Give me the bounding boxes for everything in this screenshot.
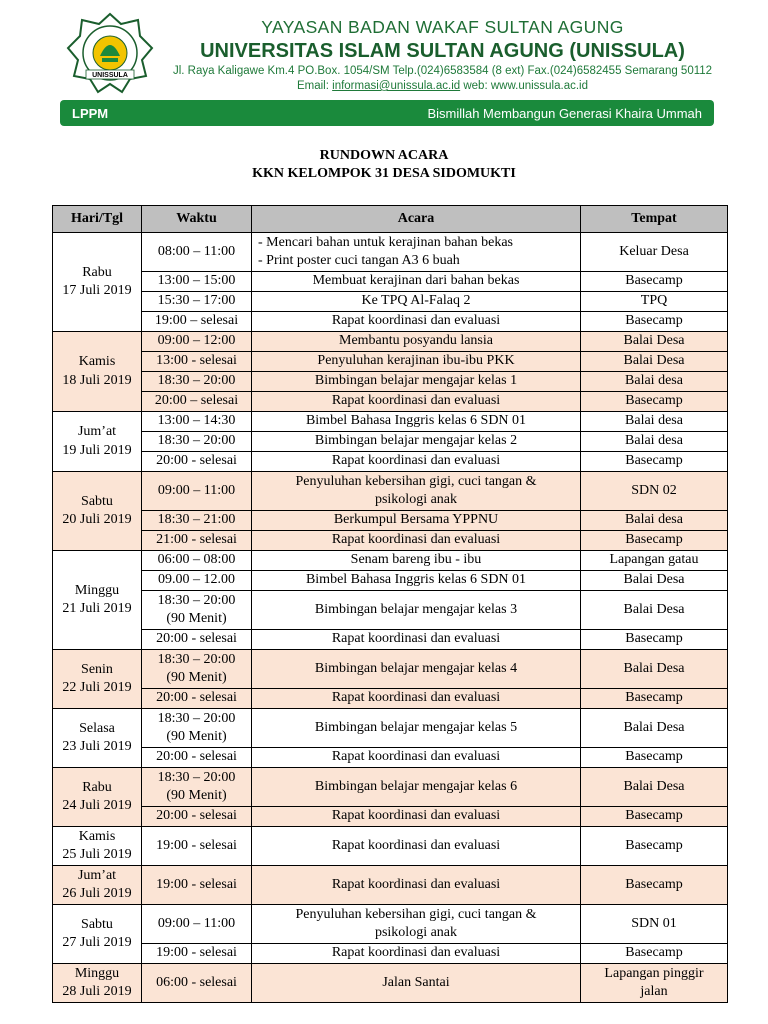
- place-cell: [581, 807, 728, 827]
- time-cell: [142, 709, 252, 748]
- cell-line: Ke TPQ Al-Falaq 2: [361, 293, 471, 309]
- time-cell: [142, 650, 252, 689]
- cell-line: 13:00 - selesai: [156, 353, 237, 369]
- cell-line: Bimbingan belajar mengajar kelas 5: [314, 719, 518, 735]
- place-cell: [581, 332, 728, 352]
- activity-cell: [252, 709, 581, 748]
- day-date: 28 Juli 2019: [62, 984, 132, 999]
- activity-cell: [252, 352, 581, 372]
- time-cell: [142, 551, 252, 571]
- place-cell: [581, 531, 728, 551]
- place-cell: [581, 591, 728, 630]
- place-cell: [581, 292, 728, 312]
- activity-cell: [252, 591, 581, 630]
- place-cell: [581, 689, 728, 709]
- day-name: Kamis: [78, 828, 116, 844]
- day-cell: [53, 650, 142, 709]
- table-row: [53, 807, 728, 827]
- activity-cell: [252, 372, 581, 392]
- day-cell: [53, 551, 142, 650]
- day-cell: [53, 768, 142, 827]
- cell-line: 18:30 – 21:00: [157, 512, 236, 528]
- cell-line: Lapangan pinggir: [604, 965, 704, 981]
- time-cell: [142, 531, 252, 551]
- logo-name: UNISSULA: [92, 72, 128, 79]
- cell-line: Basecamp: [625, 837, 683, 853]
- cell-line: (90 Menit): [166, 670, 227, 685]
- activity-cell: [252, 452, 581, 472]
- cell-line: Bimbingan belajar mengajar kelas 4: [314, 660, 518, 676]
- cell-line: Membantu posyandu lansia: [339, 333, 493, 349]
- place-cell: [581, 866, 728, 905]
- table-row: [53, 630, 728, 650]
- day-date: 25 Juli 2019: [62, 847, 132, 862]
- activity-cell: [252, 272, 581, 292]
- time-cell: [142, 964, 252, 1003]
- cell-line: 08:00 – 11:00: [157, 243, 236, 259]
- day-name: Jum’at: [77, 867, 117, 883]
- header-time: Waktu: [142, 206, 252, 233]
- email-link[interactable]: informasi@unissula.ac.id: [332, 80, 461, 92]
- cell-line: 18:30 – 20:00: [157, 651, 236, 667]
- cell-line: Bimbingan belajar mengajar kelas 3: [314, 601, 518, 617]
- cell-line: psikologi anak: [374, 925, 458, 940]
- activity-cell: [252, 412, 581, 432]
- cell-line: (90 Menit): [166, 611, 227, 626]
- day-cell: [53, 827, 142, 866]
- table-row: [53, 827, 728, 866]
- day-date: 17 Juli 2019: [62, 283, 132, 298]
- table-row: [53, 452, 728, 472]
- cell-line: SDN 01: [631, 915, 677, 931]
- time-cell: [142, 827, 252, 866]
- cell-line: Rapat koordinasi dan evaluasi: [331, 749, 501, 765]
- website-text: web: www.unissula.ac.id: [460, 80, 588, 92]
- time-cell: [142, 748, 252, 768]
- rundown-table: [52, 205, 728, 1003]
- cell-line: Basecamp: [625, 631, 683, 647]
- banner-unit: LPPM: [72, 105, 109, 121]
- foundation-name: YAYASAN BADAN WAKAF SULTAN AGUNG: [261, 17, 624, 37]
- table-row: [53, 233, 728, 272]
- activity-cell: [252, 650, 581, 689]
- table-row: [53, 432, 728, 452]
- cell-line: Basecamp: [625, 273, 683, 289]
- day-name: Kamis: [78, 354, 116, 369]
- cell-line: Keluar Desa: [619, 243, 689, 259]
- time-cell: [142, 905, 252, 944]
- day-name: Selasa: [79, 720, 115, 736]
- cell-line: Basecamp: [625, 393, 683, 409]
- header-day: Hari/Tgl: [53, 206, 142, 233]
- activity-cell: [252, 432, 581, 452]
- cell-line: 20:00 – selesai: [154, 393, 239, 409]
- letterhead: [0, 0, 768, 100]
- time-cell: [142, 233, 252, 272]
- day-cell: [53, 866, 142, 905]
- rundown-body: [53, 233, 728, 1003]
- table-row: [53, 591, 728, 630]
- time-cell: [142, 689, 252, 709]
- table-header-row: [53, 206, 728, 233]
- cell-line: 18:30 – 20:00: [157, 373, 236, 389]
- title-line-2: KKN KELOMPOK 31 DESA SIDOMUKTI: [252, 166, 516, 181]
- contact-line: [160, 79, 725, 94]
- place-cell: [581, 452, 728, 472]
- cell-line: Balai desa: [625, 413, 683, 429]
- cell-line: 20:00 - selesai: [156, 749, 237, 765]
- time-cell: [142, 511, 252, 531]
- cell-line: 20:00 - selesai: [156, 808, 237, 824]
- cell-line: (90 Menit): [166, 788, 227, 803]
- time-cell: [142, 392, 252, 412]
- address-line: Jl. Raya Kaligawe Km.4 PO.Box. 1054/SM Telp.(024)6583584 (8 ext) Fax.(024)6582455 Semarang 50112: [172, 65, 713, 77]
- cell-line: 06:00 - selesai: [156, 974, 237, 990]
- cell-line: Basecamp: [625, 532, 683, 548]
- cell-line: Basecamp: [625, 690, 683, 706]
- place-cell: [581, 233, 728, 272]
- day-name: Minggu: [74, 582, 120, 598]
- activity-cell: [252, 551, 581, 571]
- time-cell: [142, 571, 252, 591]
- cell-line: 18:30 – 20:00: [157, 769, 236, 785]
- cell-line: Senam bareng ibu - ibu: [350, 552, 482, 568]
- cell-line: Balai desa: [625, 373, 683, 389]
- cell-line: Bimbingan belajar mengajar kelas 2: [314, 433, 518, 449]
- table-row: [53, 312, 728, 332]
- place-cell: [581, 432, 728, 452]
- cell-line: Penyuluhan kebersihan gigi, cuci tangan &: [295, 473, 537, 489]
- cell-line: 15:30 – 17:00: [157, 293, 236, 309]
- place-cell: [581, 472, 728, 511]
- cell-line: Rapat koordinasi dan evaluasi: [331, 808, 501, 824]
- day-cell: [53, 709, 142, 768]
- place-cell: [581, 905, 728, 944]
- cell-line: Balai desa: [625, 512, 683, 528]
- time-cell: [142, 944, 252, 964]
- cell-line: Berkumpul Bersama YPPNU: [333, 512, 499, 528]
- day-date: 26 Juli 2019: [62, 886, 132, 901]
- contact-prefix: Email:: [296, 80, 333, 92]
- cell-line: 18:30 – 20:00: [157, 592, 236, 608]
- cell-line: 20:00 - selesai: [156, 690, 237, 706]
- day-cell: [53, 964, 142, 1003]
- day-name: Rabu: [82, 779, 112, 795]
- activity-cell: [252, 511, 581, 531]
- activity-cell: [252, 944, 581, 964]
- cell-line: psikologi anak: [374, 492, 458, 507]
- cell-line: jalan: [640, 984, 668, 999]
- cell-line: Balai desa: [625, 433, 683, 449]
- day-date: 18 Juli 2019: [62, 372, 132, 388]
- table-row: [53, 472, 728, 511]
- time-cell: [142, 332, 252, 352]
- cell-line: - Print poster cuci tangan A3 6 buah: [258, 253, 460, 268]
- day-date: 24 Juli 2019: [62, 798, 132, 813]
- time-cell: [142, 630, 252, 650]
- cell-line: Balai Desa: [623, 719, 685, 735]
- activity-cell: [252, 292, 581, 312]
- cell-line: (90 Menit): [166, 729, 227, 744]
- cell-line: 18:30 – 20:00: [157, 433, 236, 449]
- cell-line: Balai Desa: [623, 572, 685, 588]
- table-row: [53, 964, 728, 1003]
- activity-cell: [252, 531, 581, 551]
- activity-cell: [252, 964, 581, 1003]
- place-cell: [581, 392, 728, 412]
- cell-line: Rapat koordinasi dan evaluasi: [331, 393, 501, 409]
- cell-line: Balai Desa: [623, 333, 685, 349]
- table-row: [53, 650, 728, 689]
- time-cell: [142, 591, 252, 630]
- table-row: [53, 944, 728, 964]
- table-row: [53, 866, 728, 905]
- day-cell: [53, 412, 142, 472]
- cell-line: Bimbingan belajar mengajar kelas 1: [314, 373, 518, 389]
- cell-line: Rapat koordinasi dan evaluasi: [331, 313, 501, 329]
- cell-line: Bimbel Bahasa Inggris kelas 6 SDN 01: [305, 413, 527, 429]
- activity-cell: [252, 233, 581, 272]
- cell-line: 06:00 – 08:00: [157, 552, 236, 568]
- place-cell: [581, 352, 728, 372]
- time-cell: [142, 768, 252, 807]
- cell-line: 09:00 – 12:00: [157, 333, 236, 349]
- cell-line: Lapangan gatau: [609, 552, 699, 568]
- time-cell: [142, 807, 252, 827]
- time-cell: [142, 412, 252, 432]
- cell-line: 20:00 - selesai: [156, 453, 237, 469]
- day-cell: [53, 472, 142, 551]
- place-cell: [581, 964, 728, 1003]
- cell-line: Basecamp: [625, 313, 683, 329]
- cell-line: Bimbingan belajar mengajar kelas 6: [314, 778, 518, 794]
- activity-cell: [252, 630, 581, 650]
- cell-line: Basecamp: [625, 945, 683, 961]
- table-row: [53, 551, 728, 571]
- activity-cell: [252, 689, 581, 709]
- activity-cell: [252, 472, 581, 511]
- cell-line: Rapat koordinasi dan evaluasi: [331, 453, 501, 469]
- time-cell: [142, 472, 252, 511]
- place-cell: [581, 511, 728, 531]
- day-name: Rabu: [82, 264, 112, 280]
- table-row: [53, 511, 728, 531]
- place-cell: [581, 272, 728, 292]
- day-cell: [53, 332, 142, 412]
- table-row: [53, 352, 728, 372]
- cell-line: Basecamp: [625, 749, 683, 765]
- cell-line: Balai Desa: [623, 353, 685, 369]
- cell-line: Penyuluhan kerajinan ibu-ibu PKK: [317, 353, 515, 369]
- header-activity: Acara: [252, 206, 581, 233]
- cell-line: Basecamp: [625, 876, 683, 892]
- place-cell: [581, 827, 728, 866]
- cell-line: Rapat koordinasi dan evaluasi: [331, 532, 501, 548]
- day-name: Sabtu: [81, 916, 113, 932]
- table-row: [53, 748, 728, 768]
- place-cell: [581, 944, 728, 964]
- day-name: Senin: [81, 661, 113, 677]
- table-row: [53, 372, 728, 392]
- place-cell: [581, 748, 728, 768]
- activity-cell: [252, 807, 581, 827]
- university-name: UNIVERSITAS ISLAM SULTAN AGUNG (UNISSULA): [200, 40, 685, 62]
- activity-cell: [252, 827, 581, 866]
- cell-line: 13:00 – 14:30: [157, 413, 236, 429]
- time-cell: [142, 432, 252, 452]
- lppm-banner: [60, 100, 714, 126]
- activity-cell: [252, 905, 581, 944]
- place-cell: [581, 709, 728, 748]
- cell-line: 09.00 – 12.00: [158, 572, 235, 588]
- activity-cell: [252, 748, 581, 768]
- activity-cell: [252, 332, 581, 352]
- document-title: [0, 147, 768, 183]
- cell-line: SDN 02: [631, 482, 677, 498]
- activity-cell: [252, 866, 581, 905]
- cell-line: Rapat koordinasi dan evaluasi: [331, 945, 501, 961]
- cell-line: Basecamp: [625, 808, 683, 824]
- place-cell: [581, 768, 728, 807]
- cell-line: Rapat koordinasi dan evaluasi: [331, 631, 501, 647]
- day-cell: [53, 905, 142, 964]
- cell-line: 18:30 – 20:00: [157, 710, 236, 726]
- cell-line: Jalan Santai: [382, 974, 450, 990]
- cell-line: 19:00 - selesai: [156, 876, 237, 892]
- banner-motto: Bismillah Membangun Generasi Khaira Ummah: [427, 105, 702, 121]
- table-row: [53, 272, 728, 292]
- cell-line: Rapat koordinasi dan evaluasi: [331, 690, 501, 706]
- cell-line: 20:00 - selesai: [156, 631, 237, 647]
- place-cell: [581, 630, 728, 650]
- cell-line: Balai Desa: [623, 601, 685, 617]
- title-line-1: RUNDOWN ACARA: [319, 148, 449, 163]
- time-cell: [142, 372, 252, 392]
- table-row: [53, 571, 728, 591]
- time-cell: [142, 272, 252, 292]
- table-row: [53, 292, 728, 312]
- header-place: Tempat: [581, 206, 728, 233]
- table-row: [53, 768, 728, 807]
- cell-line: 21:00 - selesai: [156, 532, 237, 548]
- activity-cell: [252, 392, 581, 412]
- day-name: Jum’at: [77, 424, 117, 439]
- day-name: Sabtu: [81, 493, 113, 509]
- place-cell: [581, 372, 728, 392]
- cell-line: Bimbel Bahasa Inggris kelas 6 SDN 01: [305, 572, 527, 588]
- cell-line: Rapat koordinasi dan evaluasi: [331, 876, 501, 892]
- cell-line: TPQ: [640, 293, 668, 309]
- place-cell: [581, 412, 728, 432]
- cell-line: 19:00 - selesai: [156, 945, 237, 961]
- place-cell: [581, 312, 728, 332]
- day-date: 27 Juli 2019: [62, 935, 132, 950]
- cell-line: 09:00 – 11:00: [157, 915, 236, 931]
- activity-cell: [252, 571, 581, 591]
- table-row: [53, 709, 728, 748]
- time-cell: [142, 452, 252, 472]
- time-cell: [142, 292, 252, 312]
- cell-line: Membuat kerajinan dari bahan bekas: [312, 273, 520, 289]
- cell-line: Balai Desa: [623, 660, 685, 676]
- activity-cell: [252, 312, 581, 332]
- cell-line: Balai Desa: [623, 778, 685, 794]
- cell-line: Penyuluhan kebersihan gigi, cuci tangan &: [295, 906, 537, 922]
- table-row: [53, 689, 728, 709]
- cell-line: - Mencari bahan untuk kerajinan bahan bekas: [258, 234, 514, 250]
- table-row: [53, 392, 728, 412]
- time-cell: [142, 352, 252, 372]
- place-cell: [581, 551, 728, 571]
- day-date: 21 Juli 2019: [62, 601, 132, 616]
- day-date: 22 Juli 2019: [62, 680, 132, 695]
- table-row: [53, 905, 728, 944]
- day-name: Minggu: [74, 965, 120, 981]
- place-cell: [581, 571, 728, 591]
- cell-line: 19:00 - selesai: [156, 837, 237, 853]
- cell-line: 19:00 – selesai: [154, 313, 239, 329]
- table-row: [53, 531, 728, 551]
- activity-cell: [252, 768, 581, 807]
- cell-line: Rapat koordinasi dan evaluasi: [331, 837, 501, 853]
- day-date: 20 Juli 2019: [62, 512, 132, 527]
- unissula-logo: [66, 12, 154, 94]
- table-row: [53, 332, 728, 352]
- cell-line: 13:00 – 15:00: [157, 273, 236, 289]
- day-date: 19 Juli 2019: [62, 442, 132, 458]
- day-cell: [53, 233, 142, 332]
- table-row: [53, 412, 728, 432]
- day-date: 23 Juli 2019: [62, 739, 132, 754]
- time-cell: [142, 312, 252, 332]
- cell-line: Basecamp: [625, 453, 683, 469]
- time-cell: [142, 866, 252, 905]
- cell-line: 09:00 – 11:00: [157, 482, 236, 498]
- place-cell: [581, 650, 728, 689]
